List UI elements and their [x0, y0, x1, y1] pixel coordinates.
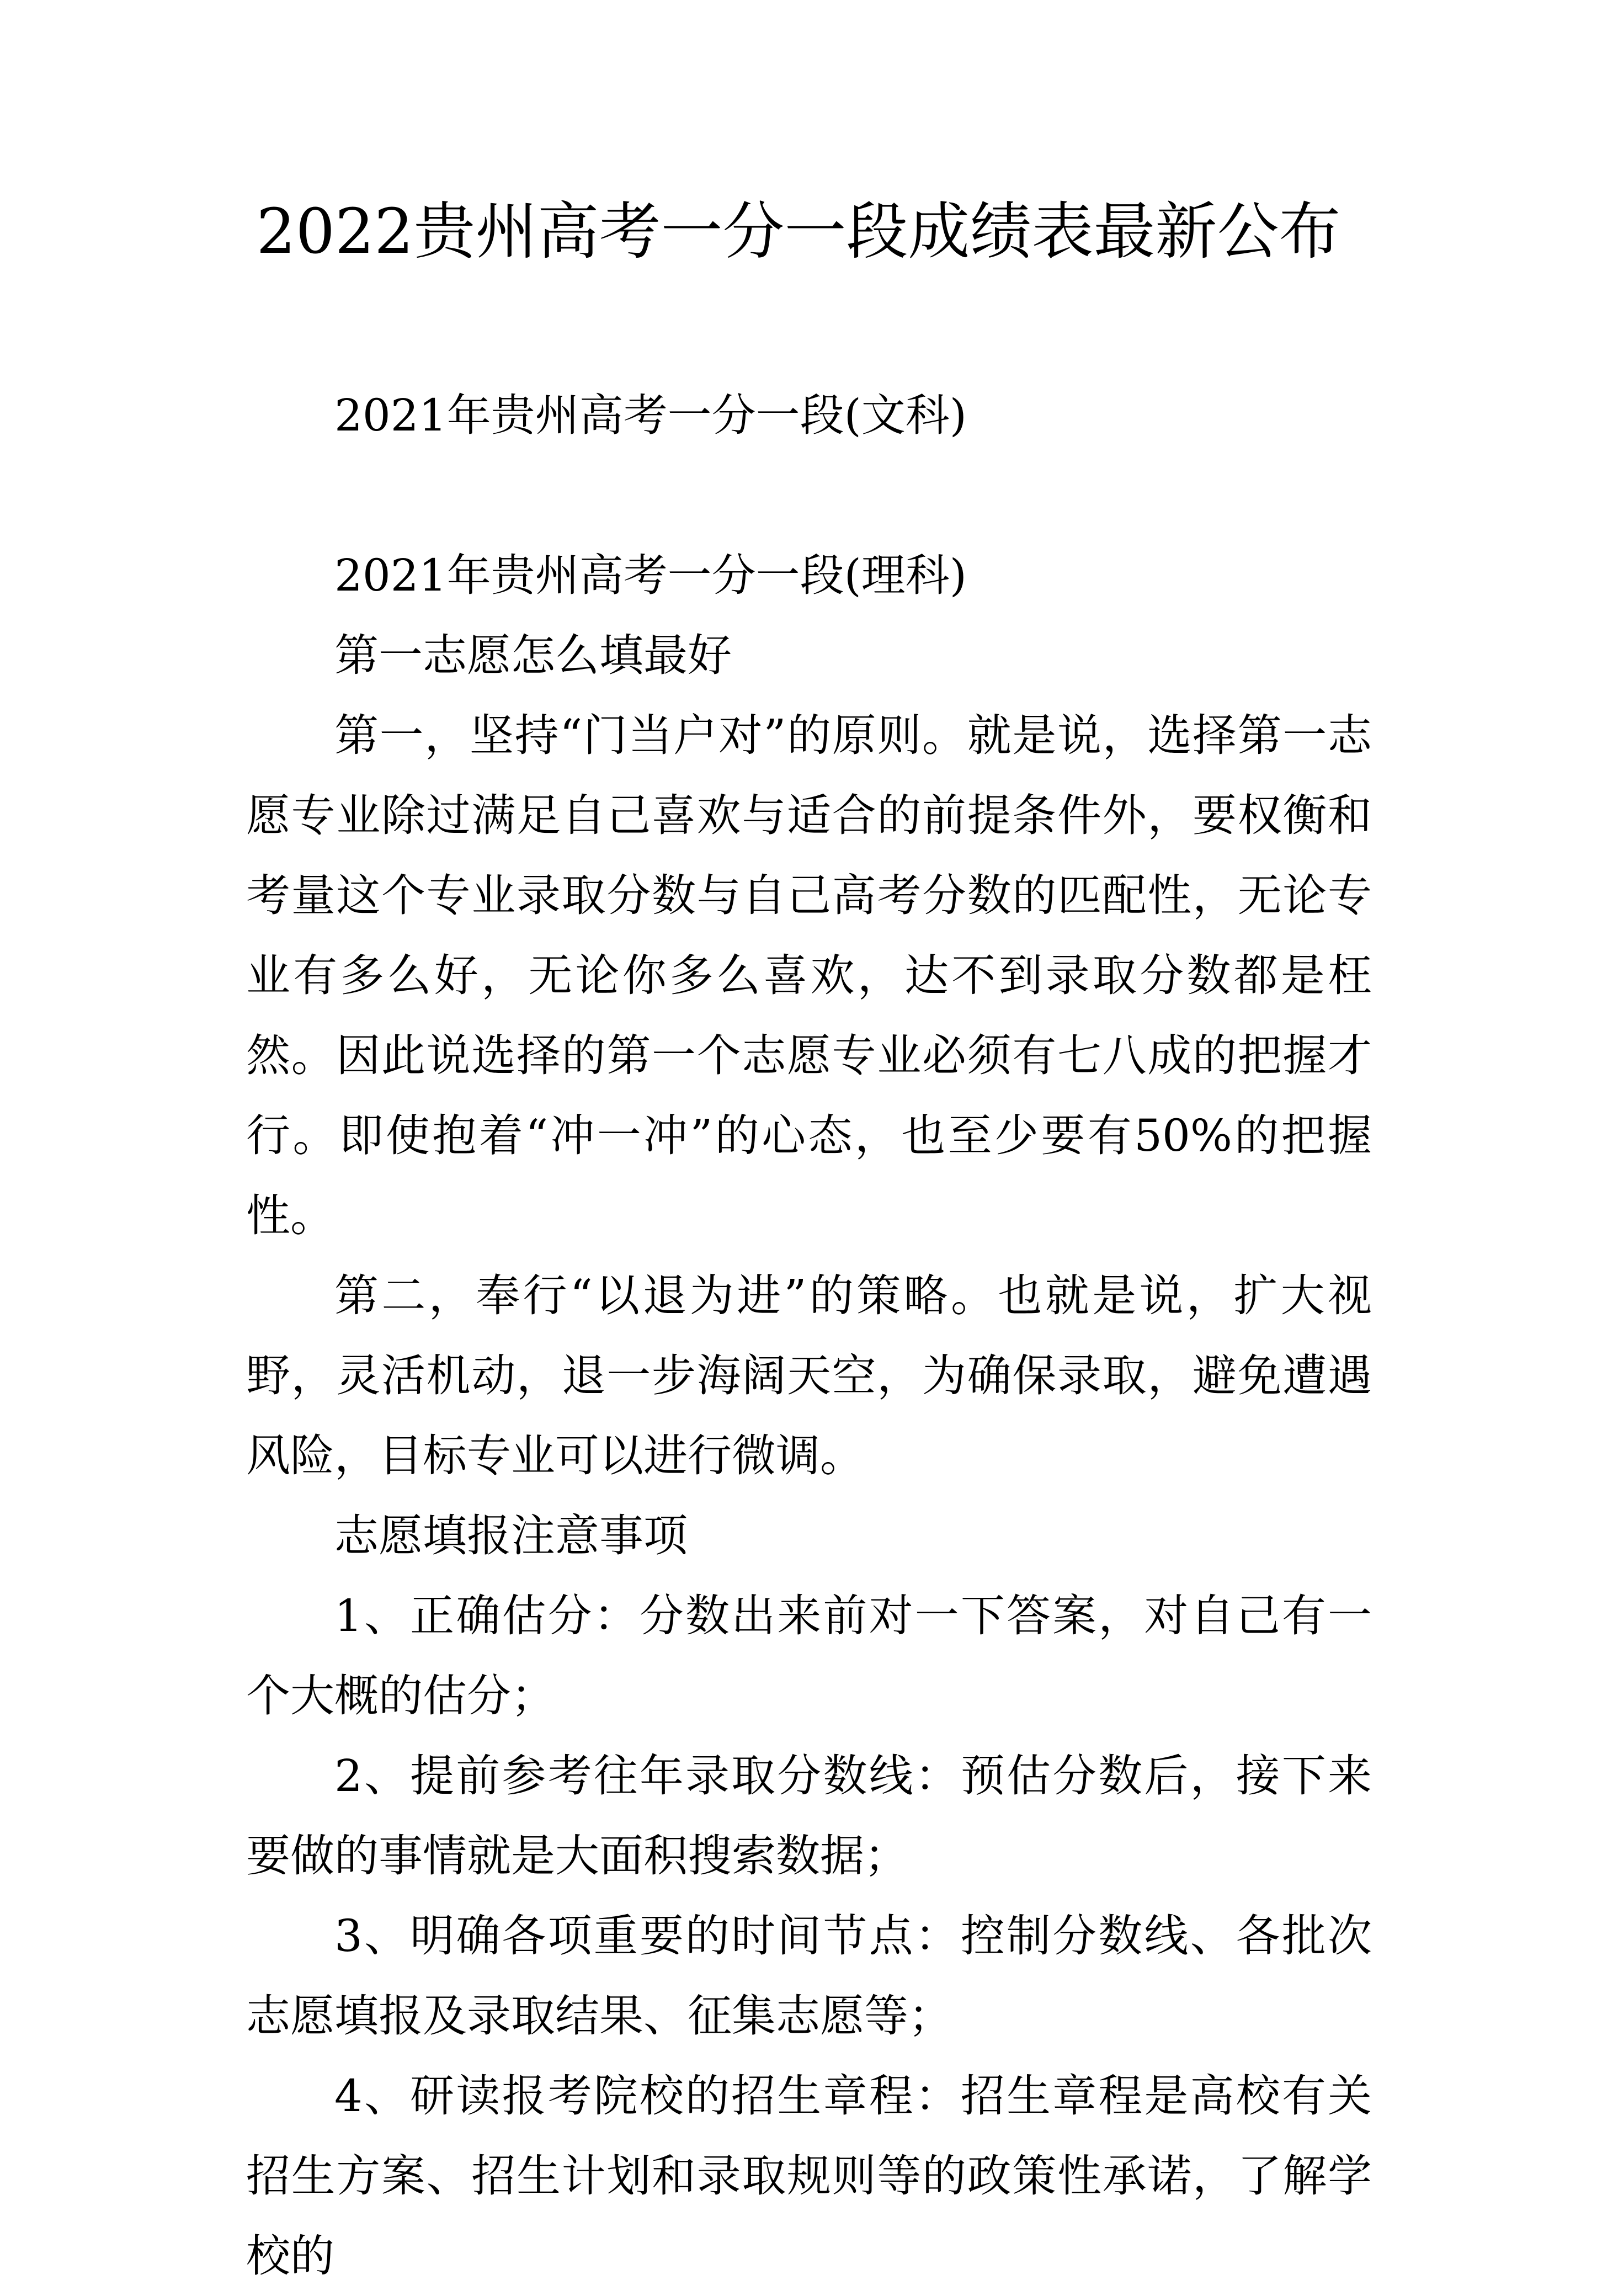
document-body [246, 375, 1372, 2296]
paragraph-wenke: 2021年贵州高考一分一段(文科) [334, 390, 967, 441]
paragraph-note-3: 3、明确各项重要的时间节点：控制分数线、各批次志愿填报及录取结果、征集志愿等； [246, 1910, 1372, 2042]
paragraph-heading-notes: 志愿填报注意事项 [334, 1510, 688, 1561]
paragraph-note-2: 2、提前参考往年录取分数线：预估分数后，接下来要做的事情就是大面积搜索数据； [246, 1750, 1372, 1882]
paragraph-heading-first-choice: 第一志愿怎么填最好 [334, 630, 732, 681]
paragraph-note-1: 1、正确估分：分数出来前对一下答案，对自己有一个大概的估分； [246, 1590, 1372, 1721]
paragraph-first: 第一，坚持“门当户对”的原则。就是说，选择第一志愿专业除过满足自己喜欢与适合的前提条件外，要权衡和考量这个专业录取分数与自己高考分数的匹配性，无论专业有多么好，无论你多么喜欢，达不到录取分数都是枉然。因此说选择的第一个志愿专业必须有七八成的把握才行。即使抱着“冲一冲”的心态，也至少要有50%的把握性。 [246, 710, 1372, 1241]
paragraph-like: 2021年贵州高考一分一段(理科) [334, 550, 967, 601]
paragraph-second: 第二，奉行“以退为进”的策略。也就是说，扩大视野，灵活机动，退一步海阔天空，为确保录取，避免遭遇风险，目标专业可以进行微调。 [246, 1270, 1372, 1481]
document-title: 2022贵州高考一分一段成绩表最新公布 [256, 196, 1341, 268]
blank-gap [246, 455, 1372, 535]
paragraph-note-4: 4、研读报考院校的招生章程：招生章程是高校有关招生方案、招生计划和录取规则等的政策性承诺，了解学校的 [246, 2070, 1372, 2282]
